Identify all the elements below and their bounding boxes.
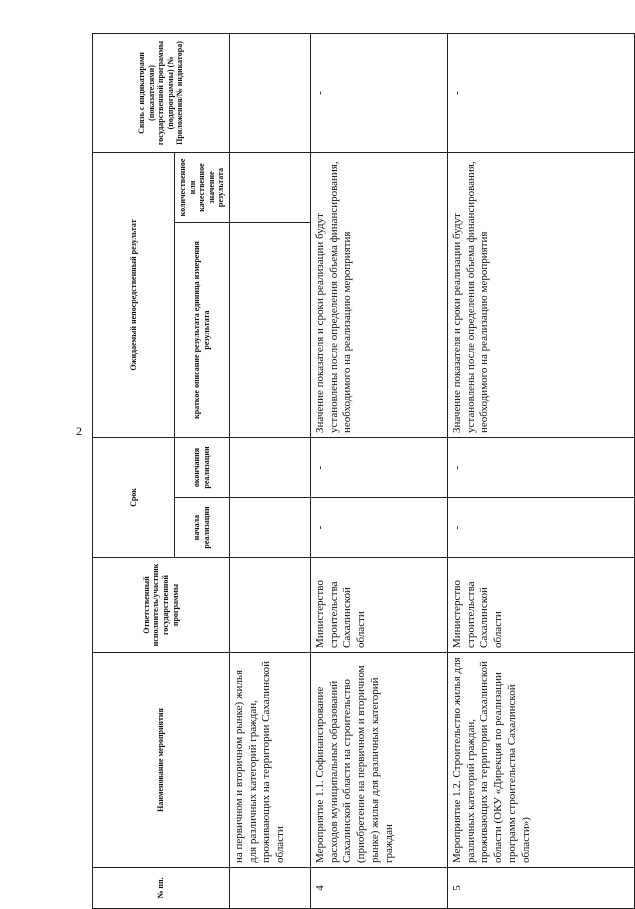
rotated-page xyxy=(92,4,635,909)
cell-name: Мероприятие 1.1. Софинансирование расходов муниципальных образований Сахалинской области на строительство (приобретение на первичном и вторичном рынке) жилья для различных категорий граждан xyxy=(310,653,447,868)
header-result-desc: краткое описание результата единица измерения результата xyxy=(175,223,230,438)
events-table xyxy=(92,33,635,909)
header-result-value: количественное или качественное значение результата xyxy=(175,153,230,223)
cell-start xyxy=(229,498,310,558)
cell-num xyxy=(229,868,310,909)
cell-result-desc: Значение показателя и сроки реализации будут установлены после определения объема финансирования, необходимого на реализацию мероприятия xyxy=(447,153,634,438)
header-term-end: окончания реализации xyxy=(175,438,230,498)
cell-end: - xyxy=(447,438,634,498)
cell-result-value xyxy=(229,153,310,223)
table-row xyxy=(447,34,634,909)
cell-num: 4 xyxy=(310,868,447,909)
cell-responsible xyxy=(229,558,310,653)
table-row xyxy=(229,34,310,909)
cell-responsible: Министерство строительства Сахалинской области xyxy=(310,558,447,653)
cell-end xyxy=(229,438,310,498)
header-result: Ожидаемый непосредственный результат xyxy=(93,153,175,438)
cell-link: - xyxy=(447,34,634,153)
cell-responsible: Министерство строительства Сахалинской области xyxy=(447,558,634,653)
header-responsible: Ответственный исполнитель/участник государственной программы xyxy=(93,558,230,653)
header-link: Связь с индикаторами (показателями) государственной программы (подпрограммы) (№ Приложения/№ индикатора) xyxy=(93,34,230,153)
cell-start: - xyxy=(447,498,634,558)
cell-result-desc xyxy=(229,223,310,438)
cell-name: Мероприятие 1.2. Строительство жилья для различных категорий граждан, проживающих на территории Сахалинской области (ОКУ «Дирекция по реализации программ строительства Сахалинской области») xyxy=(447,653,634,868)
header-term: Срок xyxy=(93,438,175,558)
cell-end: - xyxy=(310,438,447,498)
cell-name: на первичном и вторичном рынке) жилья для различных категорий граждан, проживающих на территории Сахалинской области xyxy=(229,653,310,868)
header-term-start: начала реализации xyxy=(175,498,230,558)
cell-num: 5 xyxy=(447,868,634,909)
cell-link xyxy=(229,34,310,153)
cell-result-desc: Значение показателя и сроки реализации будут установлены после определения объема финансирования, необходимого на реализацию мероприятия xyxy=(310,153,447,438)
header-row xyxy=(93,34,175,909)
cell-start: - xyxy=(310,498,447,558)
table-row xyxy=(310,34,447,909)
header-name: Наименование мероприятия xyxy=(93,653,230,868)
header-num: № пп. xyxy=(93,868,230,909)
page-number: 2 xyxy=(76,424,82,438)
cell-link: - xyxy=(310,34,447,153)
